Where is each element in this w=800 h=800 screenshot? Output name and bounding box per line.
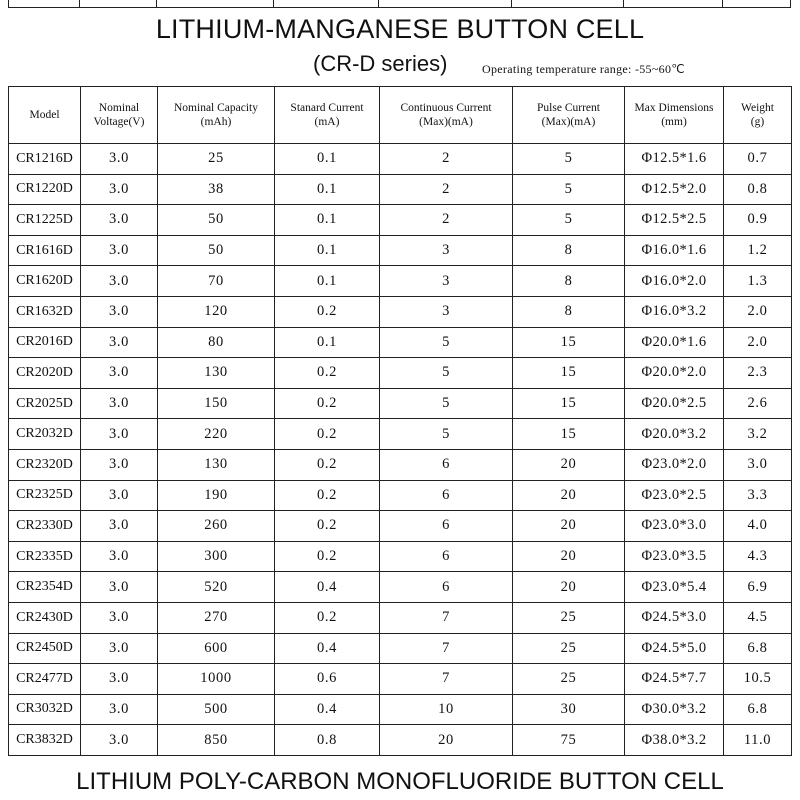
table-cell: 3.0 <box>81 664 158 695</box>
table-cell: 20 <box>513 572 625 603</box>
table-cell: 0.2 <box>275 358 380 389</box>
table-row <box>9 388 792 419</box>
table-cell: 0.7 <box>724 144 792 175</box>
column-header-line: (mm) <box>661 116 687 128</box>
table-cell: 7 <box>380 602 513 633</box>
table-cell: 3.0 <box>81 725 158 756</box>
table-cell: 3.0 <box>81 419 158 450</box>
table-cell: 70 <box>158 266 275 297</box>
table-cell: 4.3 <box>724 541 792 572</box>
table-cell: Φ20.0*3.2 <box>625 419 724 450</box>
table-cell: 75 <box>513 725 625 756</box>
table-cell: 3 <box>380 266 513 297</box>
table-cell: CR2450D <box>9 633 81 664</box>
table-cell: 3 <box>380 296 513 327</box>
table-cell: 2 <box>380 205 513 236</box>
table-row <box>9 664 792 695</box>
table-cell: 0.8 <box>724 174 792 205</box>
table-cell: 80 <box>158 327 275 358</box>
table-cell: Φ23.0*5.4 <box>625 572 724 603</box>
table-row <box>9 296 792 327</box>
table-cell: 220 <box>158 419 275 450</box>
table-row <box>9 572 792 603</box>
table-cell: 130 <box>158 449 275 480</box>
table-cell: CR2020D <box>9 358 81 389</box>
table-row <box>9 266 792 297</box>
column-header <box>724 87 792 144</box>
column-header <box>9 87 81 144</box>
table-cell: CR1616D <box>9 235 81 266</box>
table-cell: 25 <box>513 602 625 633</box>
table-cell: 3.0 <box>81 602 158 633</box>
table-cell: CR1620D <box>9 266 81 297</box>
table-cell: 3.0 <box>81 572 158 603</box>
table-cell: Φ16.0*1.6 <box>625 235 724 266</box>
table-cell: 3.0 <box>724 449 792 480</box>
table-cell: 260 <box>158 511 275 542</box>
table-cell: Φ24.5*7.7 <box>625 664 724 695</box>
table-row <box>9 511 792 542</box>
table-cell: CR2354D <box>9 572 81 603</box>
table-cell: 7 <box>380 633 513 664</box>
column-header-line: Stanard Current <box>290 102 364 114</box>
table-cell: 8 <box>513 235 625 266</box>
table-cell: CR2016D <box>9 327 81 358</box>
table-cell: 0.2 <box>275 449 380 480</box>
table-row <box>9 449 792 480</box>
table-cell: 0.6 <box>275 664 380 695</box>
column-header-line: (mAh) <box>200 116 232 128</box>
table-cell: 15 <box>513 419 625 450</box>
table-cell: Φ23.0*2.0 <box>625 449 724 480</box>
table-cell: 30 <box>513 694 625 725</box>
table-cell: 0.4 <box>275 694 380 725</box>
table-cell: 0.9 <box>724 205 792 236</box>
table-cell: 1.2 <box>724 235 792 266</box>
table-cell: 3.0 <box>81 388 158 419</box>
table-cell: 0.2 <box>275 388 380 419</box>
table-cell: CR2335D <box>9 541 81 572</box>
table-cell: CR2430D <box>9 602 81 633</box>
table-cell: 3.0 <box>81 541 158 572</box>
table-cell: 3.0 <box>81 266 158 297</box>
table-cell: CR2320D <box>9 449 81 480</box>
table-cell: 3.0 <box>81 694 158 725</box>
table-cell: 2.0 <box>724 327 792 358</box>
table-cell: Φ23.0*3.0 <box>625 511 724 542</box>
spec-table <box>8 86 792 756</box>
table-cell: Φ24.5*3.0 <box>625 602 724 633</box>
table-cell: 15 <box>513 358 625 389</box>
table-cell: Φ23.0*2.5 <box>625 480 724 511</box>
table-cell: CR2325D <box>9 480 81 511</box>
table-row <box>9 633 792 664</box>
column-header-line: Model <box>29 109 60 121</box>
page-title: LITHIUM-MANGANESE BUTTON CELL <box>155 14 645 44</box>
table-cell: 520 <box>158 572 275 603</box>
table-cell: Φ23.0*3.5 <box>625 541 724 572</box>
table-cell: 3 <box>380 235 513 266</box>
operating-temperature-note: Operating temperature range: -55~60℃ <box>482 62 686 76</box>
table-cell: 0.1 <box>275 266 380 297</box>
column-header-line: (Max)(mA) <box>419 116 473 128</box>
table-cell: CR3832D <box>9 725 81 756</box>
table-cell: CR1220D <box>9 174 81 205</box>
table-cell: 8 <box>513 266 625 297</box>
table-cell: CR1632D <box>9 296 81 327</box>
column-header <box>81 87 158 144</box>
table-cell: 5 <box>513 205 625 236</box>
table-cell: CR3032D <box>9 694 81 725</box>
table-cell: 600 <box>158 633 275 664</box>
column-header-line: Nominal <box>98 102 140 114</box>
column-header <box>625 87 724 144</box>
table-cell: 6.8 <box>724 694 792 725</box>
series-label: (CR-D series) <box>313 51 448 76</box>
table-row <box>9 358 792 389</box>
table-cell: CR1216D <box>9 144 81 175</box>
table-cell: CR2477D <box>9 664 81 695</box>
table-cell: 270 <box>158 602 275 633</box>
table-cell: 15 <box>513 327 625 358</box>
table-cell: 0.2 <box>275 541 380 572</box>
table-cell: 300 <box>158 541 275 572</box>
table-cell: 20 <box>513 480 625 511</box>
table-cell: 5 <box>513 174 625 205</box>
table-row <box>9 327 792 358</box>
table-cell: 120 <box>158 296 275 327</box>
table-cell: 0.1 <box>275 235 380 266</box>
table-cell: 4.5 <box>724 602 792 633</box>
table-header-row <box>9 87 792 144</box>
table-cell: 25 <box>513 633 625 664</box>
table-cell: 5 <box>380 327 513 358</box>
table-cell: 10.5 <box>724 664 792 695</box>
table-row <box>9 174 792 205</box>
table-cell: 2.0 <box>724 296 792 327</box>
table-cell: 0.2 <box>275 602 380 633</box>
table-row <box>9 541 792 572</box>
table-cell: 3.0 <box>81 480 158 511</box>
table-row <box>9 480 792 511</box>
table-cell: 5 <box>513 144 625 175</box>
table-cell: 3.0 <box>81 358 158 389</box>
table-cell: Φ12.5*2.0 <box>625 174 724 205</box>
table-cell: 6 <box>380 572 513 603</box>
table-cell: Φ16.0*3.2 <box>625 296 724 327</box>
table-cell: Φ20.0*2.0 <box>625 358 724 389</box>
table-cell: 50 <box>158 205 275 236</box>
table-cell: 190 <box>158 480 275 511</box>
column-header <box>380 87 513 144</box>
table-cell: 38 <box>158 174 275 205</box>
table-cell: 3.0 <box>81 235 158 266</box>
table-cell: 0.2 <box>275 480 380 511</box>
table-cell: 3.0 <box>81 205 158 236</box>
table-cell: Φ38.0*3.2 <box>625 725 724 756</box>
table-row <box>9 205 792 236</box>
table-cell: 6 <box>380 541 513 572</box>
table-cell: 0.2 <box>275 419 380 450</box>
table-cell: 3.2 <box>724 419 792 450</box>
column-header-line: Continuous Current <box>400 102 492 114</box>
table-cell: 5 <box>380 388 513 419</box>
next-section-title: LITHIUM POLY-CARBON MONOFLUORIDE BUTTON CELL <box>76 768 724 795</box>
table-cell: 20 <box>513 511 625 542</box>
column-header <box>513 87 625 144</box>
table-cell: 3.0 <box>81 174 158 205</box>
table-cell: 3.3 <box>724 480 792 511</box>
table-cell: Φ30.0*3.2 <box>625 694 724 725</box>
table-cell: Φ24.5*5.0 <box>625 633 724 664</box>
table-cell: 6 <box>380 449 513 480</box>
table-cell: 850 <box>158 725 275 756</box>
table-cell: 0.4 <box>275 572 380 603</box>
table-cell: 6.8 <box>724 633 792 664</box>
table-cell: 50 <box>158 235 275 266</box>
table-cell: Φ20.0*2.5 <box>625 388 724 419</box>
column-header-line: (mA) <box>314 116 340 128</box>
table-cell: 130 <box>158 358 275 389</box>
table-cell: CR2330D <box>9 511 81 542</box>
column-header-line: Nominal Capacity <box>174 102 258 114</box>
table-cell: CR2025D <box>9 388 81 419</box>
table-cell: Φ12.5*2.5 <box>625 205 724 236</box>
table-row <box>9 419 792 450</box>
table-cell: Φ12.5*1.6 <box>625 144 724 175</box>
table-cell: CR2032D <box>9 419 81 450</box>
table-cell: 2 <box>380 174 513 205</box>
column-header-line: (g) <box>750 116 765 128</box>
column-header-line: Weight <box>741 102 774 114</box>
table-cell: 0.1 <box>275 327 380 358</box>
table-cell: 15 <box>513 388 625 419</box>
table-cell: CR1225D <box>9 205 81 236</box>
table-cell: 0.4 <box>275 633 380 664</box>
table-cell: 500 <box>158 694 275 725</box>
table-cell: 3.0 <box>81 449 158 480</box>
table-cell: 3.0 <box>81 511 158 542</box>
table-row <box>9 694 792 725</box>
table-cell: 1000 <box>158 664 275 695</box>
table-cell: 2.3 <box>724 358 792 389</box>
table-cell: 25 <box>513 664 625 695</box>
table-cell: 0.1 <box>275 144 380 175</box>
table-cell: 6 <box>380 511 513 542</box>
column-header-line: Pulse Current <box>537 102 600 114</box>
column-header-line: Max Dimensions <box>634 102 714 114</box>
table-cell: 0.1 <box>275 174 380 205</box>
table-cell: 2.6 <box>724 388 792 419</box>
column-header <box>158 87 275 144</box>
table-row <box>9 602 792 633</box>
table-cell: 3.0 <box>81 296 158 327</box>
table-cell: 0.1 <box>275 205 380 236</box>
table-cell: 25 <box>158 144 275 175</box>
table-cell: 1.3 <box>724 266 792 297</box>
table-cell: 3.0 <box>81 144 158 175</box>
table-cell: 150 <box>158 388 275 419</box>
column-header <box>275 87 380 144</box>
table-cell: 5 <box>380 419 513 450</box>
table-cell: 0.2 <box>275 296 380 327</box>
table-row <box>9 235 792 266</box>
table-cell: 0.8 <box>275 725 380 756</box>
column-header-line: Voltage(V) <box>93 116 145 128</box>
table-cell: 8 <box>513 296 625 327</box>
column-header-line: (Max)(mA) <box>541 116 596 128</box>
table-cell: Φ20.0*1.6 <box>625 327 724 358</box>
table-cell: 20 <box>513 541 625 572</box>
table-cell: 3.0 <box>81 327 158 358</box>
table-cell: 2 <box>380 144 513 175</box>
previous-table-edge <box>8 0 791 8</box>
table-cell: 7 <box>380 664 513 695</box>
table-cell: 5 <box>380 358 513 389</box>
table-cell: 6 <box>380 480 513 511</box>
table-cell: 6.9 <box>724 572 792 603</box>
table-cell: 20 <box>380 725 513 756</box>
table-cell: 0.2 <box>275 511 380 542</box>
table-row <box>9 144 792 175</box>
table-cell: Φ16.0*2.0 <box>625 266 724 297</box>
table-row <box>9 725 792 756</box>
table-cell: 11.0 <box>724 725 792 756</box>
table-cell: 4.0 <box>724 511 792 542</box>
table-cell: 10 <box>380 694 513 725</box>
table-cell: 3.0 <box>81 633 158 664</box>
table-cell: 20 <box>513 449 625 480</box>
